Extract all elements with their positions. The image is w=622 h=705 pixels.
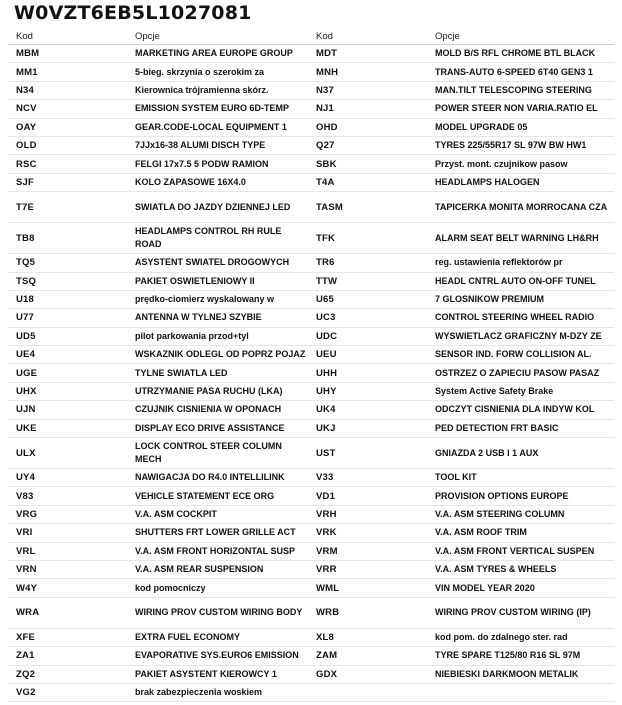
table-row <box>8 419 614 437</box>
code-cell: MBM <box>8 45 127 63</box>
code-cell: UY4 <box>8 469 127 487</box>
option-cell: V.A. ASM FRONT HORIZONTAL SUSP <box>127 542 308 560</box>
header-code-1: Kod <box>8 28 127 45</box>
table-row <box>8 309 614 327</box>
table-row <box>8 628 614 646</box>
option-cell: GNIAZDA 2 USB I 1 AUX <box>427 438 614 469</box>
option-cell: PROVISION OPTIONS EUROPE <box>427 487 614 505</box>
option-cell: TYRES 225/55R17 SL 97W BW HW1 <box>427 136 614 154</box>
option-cell: PED DETECTION FRT BASIC <box>427 419 614 437</box>
table-row <box>8 469 614 487</box>
table-row <box>8 254 614 272</box>
code-cell: VRN <box>8 560 127 578</box>
option-cell: Przyst. mont. czujnikow pasow <box>427 155 614 173</box>
option-cell: 5-bieg. skrzynia o szerokim za <box>127 63 308 81</box>
option-cell: WSKAZNIK ODLEGL OD POPRZ POJAZ <box>127 346 308 364</box>
code-cell: ZA1 <box>8 647 127 665</box>
option-cell: CZUJNIK CISNIENIA W OPONACH <box>127 401 308 419</box>
option-cell: kod pom. do zdalnego ster. rad <box>427 628 614 646</box>
code-cell: VRR <box>308 560 427 578</box>
code-cell: UHX <box>8 382 127 400</box>
table-row <box>8 597 614 628</box>
option-cell: ALARM SEAT BELT WARNING LH&RH <box>427 223 614 254</box>
code-cell: GDX <box>308 665 427 683</box>
table-row <box>8 100 614 118</box>
code-cell: UHH <box>308 364 427 382</box>
code-cell: N37 <box>308 81 427 99</box>
option-cell: TOOL KIT <box>427 469 614 487</box>
table-row <box>8 45 614 63</box>
option-cell: EVAPORATIVE SYS.EURO6 EMISSION <box>127 647 308 665</box>
code-cell: UKE <box>8 419 127 437</box>
option-cell: KOLO ZAPASOWE 16X4.0 <box>127 173 308 191</box>
table-row <box>8 290 614 308</box>
table-row <box>8 647 614 665</box>
option-cell: NIEBIESKI DARKMOON METALIK <box>427 665 614 683</box>
option-cell <box>427 683 614 701</box>
table-row <box>8 683 614 701</box>
option-cell: Kierownica trójramienna skórz. <box>127 81 308 99</box>
code-cell: OLD <box>8 136 127 154</box>
code-cell: U77 <box>8 309 127 327</box>
table-row <box>8 223 614 254</box>
table-row <box>8 155 614 173</box>
code-cell: V83 <box>8 487 127 505</box>
code-cell: TQ5 <box>8 254 127 272</box>
code-cell: VG2 <box>8 683 127 701</box>
option-cell: ASYSTENT SWIATEL DROGOWYCH <box>127 254 308 272</box>
code-cell: VRL <box>8 542 127 560</box>
code-cell: T4A <box>308 173 427 191</box>
table-row <box>8 382 614 400</box>
code-cell: SBK <box>308 155 427 173</box>
option-cell: kod pomocniczy <box>127 579 308 597</box>
code-cell: UEU <box>308 346 427 364</box>
option-cell: UTRZYMANIE PASA RUCHU (LKA) <box>127 382 308 400</box>
table-row <box>8 560 614 578</box>
option-cell: SENSOR IND. FORW COLLISION AL. <box>427 346 614 364</box>
code-cell: U18 <box>8 290 127 308</box>
option-cell: V.A. ASM COCKPIT <box>127 505 308 523</box>
option-cell: EMISSION SYSTEM EURO 6D-TEMP <box>127 100 308 118</box>
option-cell: LOCK CONTROL STEER COLUMN MECH <box>127 438 308 469</box>
code-cell: MM1 <box>8 63 127 81</box>
option-cell: CONTROL STEERING WHEEL RADIO <box>427 309 614 327</box>
code-cell: VD1 <box>308 487 427 505</box>
code-cell: NCV <box>8 100 127 118</box>
table-row <box>8 579 614 597</box>
code-cell: TTW <box>308 272 427 290</box>
code-cell: MDT <box>308 45 427 63</box>
option-cell: V.A. ASM STEERING COLUMN <box>427 505 614 523</box>
option-cell: PAKIET OSWIETLENIOWY II <box>127 272 308 290</box>
table-row <box>8 542 614 560</box>
table-row <box>8 487 614 505</box>
code-cell: U65 <box>308 290 427 308</box>
code-cell: TR6 <box>308 254 427 272</box>
code-cell: WRA <box>8 597 127 628</box>
header-code-2: Kod <box>308 28 427 45</box>
code-cell: XFE <box>8 628 127 646</box>
option-cell: V.A. ASM REAR SUSPENSION <box>127 560 308 578</box>
option-cell: SHUTTERS FRT LOWER GRILLE ACT <box>127 524 308 542</box>
option-cell: HEADLAMPS HALOGEN <box>427 173 614 191</box>
option-cell: HEADLAMPS CONTROL RH RULE ROAD <box>127 223 308 254</box>
option-cell: TYRE SPARE T125/80 R16 SL 97M <box>427 647 614 665</box>
code-cell: VRM <box>308 542 427 560</box>
table-row <box>8 192 614 223</box>
option-cell: WIRING PROV CUSTOM WIRING (IP) <box>427 597 614 628</box>
code-cell: UST <box>308 438 427 469</box>
option-cell: 7 GLOSNIKOW PREMIUM <box>427 290 614 308</box>
option-cell: FELGI 17x7.5 5 PODW RAMION <box>127 155 308 173</box>
table-row <box>8 524 614 542</box>
code-cell: UGE <box>8 364 127 382</box>
option-cell: OSTRZEZ O ZAPIECIU PASOW PASAZ <box>427 364 614 382</box>
option-cell: MARKETING AREA EUROPE GROUP <box>127 45 308 63</box>
code-cell: ZQ2 <box>8 665 127 683</box>
option-cell: reg. ustawienia reflektorów pr <box>427 254 614 272</box>
code-cell: NJ1 <box>308 100 427 118</box>
table-row <box>8 272 614 290</box>
option-cell: V.A. ASM FRONT VERTICAL SUSPEN <box>427 542 614 560</box>
option-cell: VIN MODEL YEAR 2020 <box>427 579 614 597</box>
code-cell: UHY <box>308 382 427 400</box>
option-cell: DISPLAY ECO DRIVE ASSISTANCE <box>127 419 308 437</box>
code-cell: UK4 <box>308 401 427 419</box>
table-row <box>8 327 614 345</box>
code-cell: UD5 <box>8 327 127 345</box>
code-cell: T7E <box>8 192 127 223</box>
code-cell: N34 <box>8 81 127 99</box>
table-row <box>8 63 614 81</box>
table-row <box>8 505 614 523</box>
code-cell: UE4 <box>8 346 127 364</box>
option-cell: TAPICERKA MONITA MORROCANA CZA <box>427 192 614 223</box>
table-row <box>8 665 614 683</box>
option-cell: MODEL UPGRADE 05 <box>427 118 614 136</box>
code-cell: MNH <box>308 63 427 81</box>
header-options-2: Opcje <box>427 28 614 45</box>
option-cell: ODCZYT CISNIENIA DLA INDYW KOL <box>427 401 614 419</box>
option-cell: V.A. ASM ROOF TRIM <box>427 524 614 542</box>
code-cell: XL8 <box>308 628 427 646</box>
option-cell: NAWIGACJA DO R4.0 INTELLILINK <box>127 469 308 487</box>
code-cell: UC3 <box>308 309 427 327</box>
option-cell: TRANS-AUTO 6-SPEED 6T40 GEN3 1 <box>427 63 614 81</box>
code-cell: SJF <box>8 173 127 191</box>
table-row <box>8 81 614 99</box>
table-body <box>8 45 614 702</box>
code-cell: VRH <box>308 505 427 523</box>
code-cell: UDC <box>308 327 427 345</box>
code-cell: VRI <box>8 524 127 542</box>
table-row <box>8 438 614 469</box>
code-cell: WRB <box>308 597 427 628</box>
code-cell: ZAM <box>308 647 427 665</box>
code-cell: WML <box>308 579 427 597</box>
option-cell: 7JJx16-38 ALUMI DISCH TYPE <box>127 136 308 154</box>
code-cell <box>308 683 427 701</box>
code-cell: W4Y <box>8 579 127 597</box>
code-cell: VRK <box>308 524 427 542</box>
code-cell: TSQ <box>8 272 127 290</box>
option-cell: MAN.TILT TELESCOPING STEERING <box>427 81 614 99</box>
option-cell: System Active Safety Brake <box>427 382 614 400</box>
option-cell: pilot parkowania przod+tyl <box>127 327 308 345</box>
option-cell: ANTENNA W TYLNEJ SZYBIE <box>127 309 308 327</box>
option-cell: WIRING PROV CUSTOM WIRING BODY <box>127 597 308 628</box>
option-cell: VEHICLE STATEMENT ECE ORG <box>127 487 308 505</box>
option-cell: prędko-ciomierz wyskalowany w <box>127 290 308 308</box>
code-cell: UKJ <box>308 419 427 437</box>
option-cell: brak zabezpieczenia woskiem <box>127 683 308 701</box>
table-row <box>8 401 614 419</box>
table-row <box>8 364 614 382</box>
option-cell: MOLD B/S RFL CHROME BTL BLACK <box>427 45 614 63</box>
table-row <box>8 346 614 364</box>
code-cell: Q27 <box>308 136 427 154</box>
code-cell: RSC <box>8 155 127 173</box>
option-cell: HEADL CNTRL AUTO ON-OFF TUNEL <box>427 272 614 290</box>
code-cell: OHD <box>308 118 427 136</box>
option-cell: POWER STEER NON VARIA.RATIO EL <box>427 100 614 118</box>
code-cell: V33 <box>308 469 427 487</box>
option-cell: SWIATLA DO JAZDY DZIENNEJ LED <box>127 192 308 223</box>
code-cell: OAY <box>8 118 127 136</box>
code-cell: TFK <box>308 223 427 254</box>
option-cell: WYSWIETLACZ GRAFICZNY M-DZY ZE <box>427 327 614 345</box>
code-cell: VRG <box>8 505 127 523</box>
table-row <box>8 136 614 154</box>
code-cell: TASM <box>308 192 427 223</box>
vin-title: W0VZT6EB5L1027081 <box>14 2 252 24</box>
code-cell: ULX <box>8 438 127 469</box>
table-row <box>8 118 614 136</box>
option-cell: TYLNE SWIATLA LED <box>127 364 308 382</box>
option-cell: PAKIET ASYSTENT KIEROWCY 1 <box>127 665 308 683</box>
table-header <box>8 28 614 45</box>
option-cell: V.A. ASM TYRES & WHEELS <box>427 560 614 578</box>
table-row <box>8 173 614 191</box>
option-cell: EXTRA FUEL ECONOMY <box>127 628 308 646</box>
header-options-1: Opcje <box>127 28 308 45</box>
code-cell: UJN <box>8 401 127 419</box>
options-table <box>8 28 614 702</box>
option-cell: GEAR.CODE-LOCAL EQUIPMENT 1 <box>127 118 308 136</box>
code-cell: TB8 <box>8 223 127 254</box>
